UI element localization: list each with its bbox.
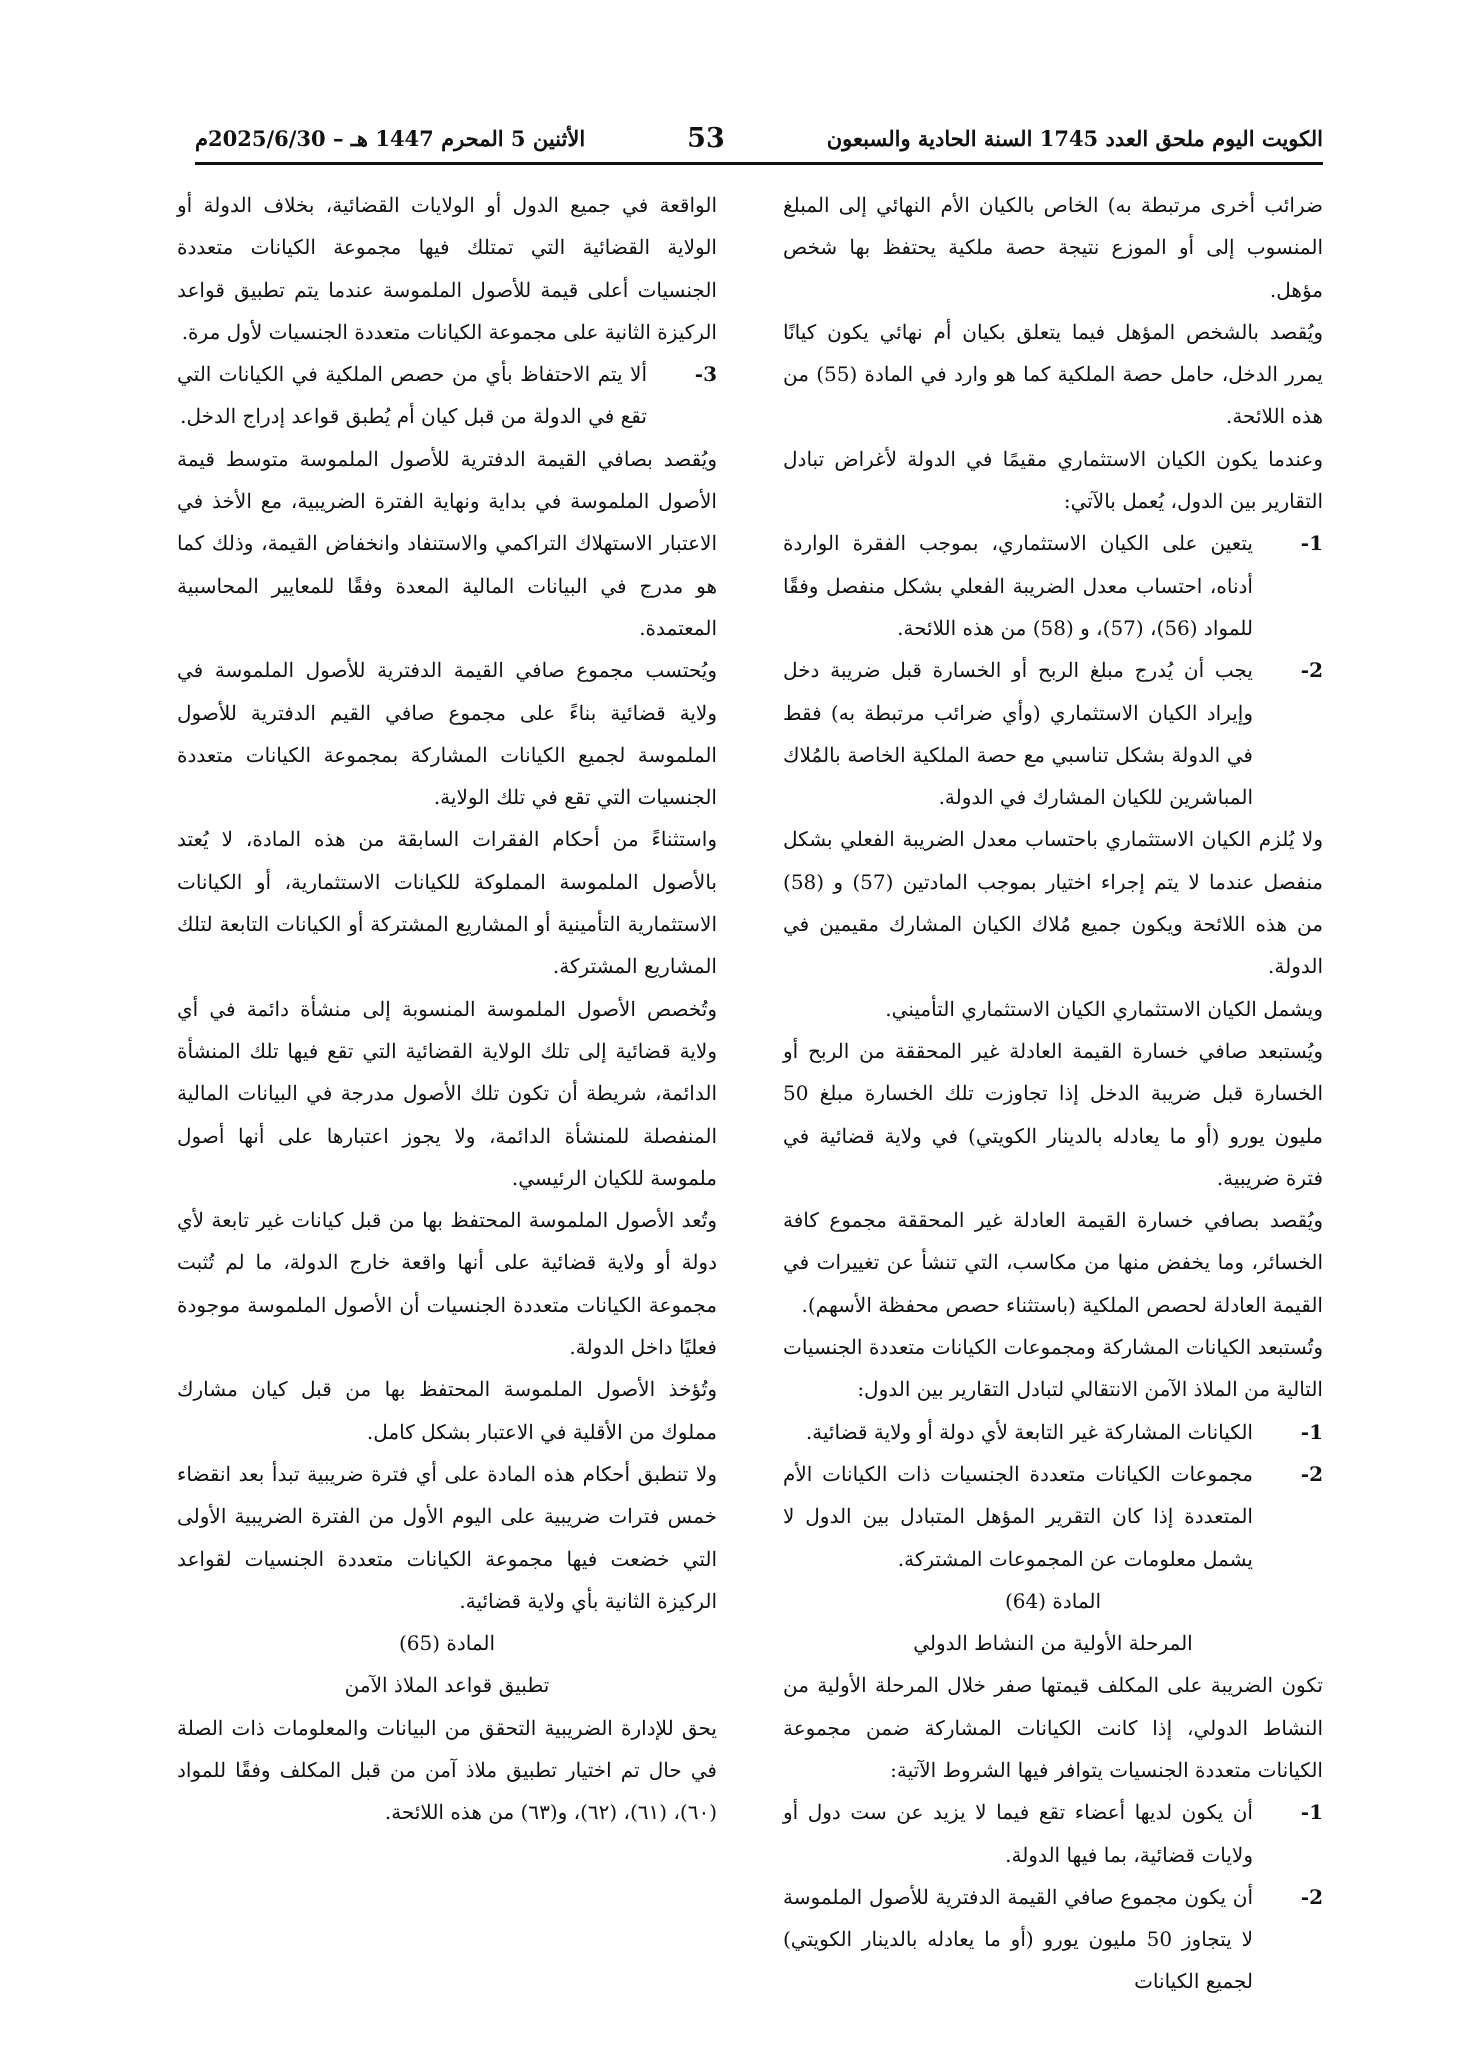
paragraph: وتُعد الأصول الملموسة المحتفظ بها من قبل كيانات غير تابعة لأي دولة أو ولاية قضائية على أنها واقعة خارج الدولة، ما لم تُثبت مجموعة الكيانات متعددة الجنسيات أن الأصول الملموسة موجودة فعليًا داخل الدولة. (177, 1208, 717, 1360)
publication-title: الكويت اليوم ملحق العدد 1745 السنة الحادية والسبعون (826, 125, 1323, 151)
paragraph: تكون الضريبة على المكلف قيمتها صفر خلال المرحلة الأولية من النشاط الدولي، إذا كانت الكيانات المشاركة ضمن مجموعة الكيانات متعددة الجنسيات يتوافر فيها الشروط الآتية: (783, 1673, 1323, 1782)
list-item (783, 1453, 1323, 1580)
left-column (177, 184, 717, 1834)
item-text: مجموعات الكيانات متعددة الجنسيات ذات الكيانات الأم المتعددة إذا كان التقرير المؤهل المتبادل بين الدول لا يشمل معلومات عن المجموعات المشتركة. (783, 1461, 1253, 1571)
item-number: 2- (1300, 658, 1323, 683)
list-item (783, 1411, 1323, 1453)
article-title: المرحلة الأولية من النشاط الدولي (913, 1631, 1193, 1656)
right-column (783, 184, 1323, 2003)
item-number: 2- (1300, 1461, 1323, 1486)
item-text: يتعين على الكيان الاستثماري، بموجب الفقرة الواردة أدناه، احتساب معدل الضريبة الفعلي بشكل منفصل وفقًا للمواد (56)، (57)، و (58) من هذه اللائحة. (783, 531, 1253, 640)
paragraph: واستثناءً من أحكام الفقرات السابقة من هذه المادة، لا يُعتد بالأصول الملموسة المملوكة للكيانات الاستثمارية، أو الكيانات الاستثمارية التأمينية أو المشاريع المشتركة أو الكيانات التابعة لتلك المشاريع المشتركة. (177, 827, 717, 979)
item-number: 3- (694, 362, 717, 387)
item-number: 2- (1300, 1884, 1323, 1909)
page-header (195, 118, 1323, 158)
article-heading: المادة (64) (1004, 1588, 1102, 1613)
paragraph: وتُخصص الأصول الملموسة المنسوبة إلى منشأة دائمة في أي ولاية قضائية إلى تلك الولاية القضائية التي تقع فيها تلك المنشأة الدائمة، شريطة أن تكون تلك الأصول مدرجة في البيانات المالية المنفصلة للمنشأة الدائمة، ولا يجوز اعتبارها على أنها أصول ملموسة للكيان الرئيسي. (177, 996, 717, 1190)
page-number: 53 (687, 122, 725, 154)
article-title: تطبيق قواعد الملاذ الآمن (344, 1673, 550, 1698)
item-text: ألا يتم الاحتفاظ بأي من حصص الملكية في الكيانات التي تقع في الدولة من قبل كيان أم يُطبق قواعد إدراج الدخل. (177, 362, 647, 429)
article-heading: المادة (65) (398, 1631, 496, 1656)
paragraph: ويشمل الكيان الاستثماري الكيان الاستثماري التأميني. (885, 996, 1323, 1021)
paragraph: وتُستبعد الكيانات المشاركة ومجموعات الكيانات متعددة الجنسيات التالية من الملاذ الآمن الانتقالي لتبادل التقارير بين الدول: (783, 1335, 1323, 1402)
list-item (783, 1876, 1323, 2003)
item-number: 1- (1300, 1800, 1323, 1825)
item-text: أن يكون مجموع صافي القيمة الدفترية للأصول الملموسة لا يتجاوز 50 مليون يورو (أو ما يعادله بالدينار الكويتي) لجميع الكيانات (783, 1884, 1254, 1994)
paragraph: وعندما يكون الكيان الاستثماري مقيمًا في الدولة لأغراض تبادل التقارير بين الدول، يُعمل بالآتي: (783, 446, 1323, 514)
paragraph: ضرائب أخرى مرتبطة به) الخاص بالكيان الأم النهائي إلى المبلغ المنسوب إلى أو الموزع نتيجة حصة ملكية يحتفظ بها شخص مؤهل. (783, 193, 1323, 302)
item-text: أن يكون لديها أعضاء تقع فيما لا يزيد عن ست دول أو ولايات قضائية، بما فيها الدولة. (783, 1800, 1253, 1867)
item-number: 1- (1300, 531, 1323, 556)
list-item (783, 1791, 1323, 1876)
paragraph: الواقعة في جميع الدول أو الولايات القضائية، بخلاف الدولة أو الولاية القضائية التي تمتلك فيها مجموعة الكيانات متعددة الجنسيات أعلى قيمة للأصول الملموسة عندما يتم تطبيق قواعد الركيزة الثانية على مجموعة الكيانات متعددة الجنسيات لأول مرة. (177, 193, 717, 344)
paragraph: وتُؤخذ الأصول الملموسة المحتفظ بها من قبل كيان مشارك مملوك من الأقلية في الاعتبار بشكل كامل. (177, 1377, 717, 1444)
paragraph: ويُحتسب مجموع صافي القيمة الدفترية للأصول الملموسة في ولاية قضائية بناءً على مجموع صافي القيم الدفترية للأصول الملموسة لجميع الكيانات المشاركة بمجموعة الكيانات متعددة الجنسيات التي تقع في تلك الولاية. (177, 658, 717, 810)
header-rule (195, 162, 1323, 165)
issue-date: الأثنين 5 المحرم 1447 هـ – 2025/6/30م (195, 125, 586, 151)
paragraph: ويُستبعد صافي خسارة القيمة العادلة غير المحققة من الربح أو الخسارة قبل ضريبة الدخل إذا تجاوزت تلك الخسارة مبلغ 50 مليون يورو (أو ما يعادله بالدينار الكويتي) في ولاية قضائية في فترة ضريبية. (783, 1038, 1323, 1190)
item-text: الكيانات المشاركة غير التابعة لأي دولة أو ولاية قضائية. (805, 1419, 1253, 1444)
list-item (177, 353, 717, 438)
list-item (783, 649, 1323, 818)
paragraph: ولا يُلزم الكيان الاستثماري باحتساب معدل الضريبة الفعلي بشكل منفصل عندما لا يتم إجراء اختيار بموجب المادتين (57) و (58) من هذه اللائحة ويكون جميع مُلاك الكيان المشارك مقيمين في الدولة. (783, 827, 1323, 979)
paragraph: ويُقصد بصافي القيمة الدفترية للأصول الملموسة متوسط قيمة الأصول الملموسة في بداية ونهاية الفترة الضريبية، مع الأخذ في الاعتبار الاستهلاك التراكمي والاستنفاد وانخفاض القيمة، وذلك كما هو مدرج في البيانات المالية المعدة وفقًا للمعايير المحاسبية المعتمدة. (177, 446, 717, 640)
item-number: 1- (1300, 1419, 1323, 1444)
paragraph: ويُقصد بصافي خسارة القيمة العادلة غير المحققة مجموع كافة الخسائر، وما يخفض منها من مكاسب، التي تنشأ عن تغييرات في القيمة العادلة لحصص الملكية (باستثناء حصص محفظة الأسهم). (783, 1208, 1323, 1317)
paragraph: يحق للإدارة الضريبية التحقق من البيانات والمعلومات ذات الصلة في حال تم اختيار تطبيق ملاذ آمن من قبل المكلف وفقًا للمواد (٦٠)، (٦١)، (٦٢)، و(٦٣) من هذه اللائحة. (177, 1715, 717, 1825)
paragraph: ويُقصد بالشخص المؤهل فيما يتعلق بكيان أم نهائي يكون كيانًا يمرر الدخل، حامل حصة الملكية كما هو وارد في المادة (55) من هذه اللائحة. (783, 319, 1323, 429)
paragraph: ولا تنطبق أحكام هذه المادة على أي فترة ضريبية تبدأ بعد انقضاء خمس فترات ضريبية على اليوم الأول من الفترة الضريبية الأولى التي خضعت فيها مجموعة الكيانات متعددة الجنسيات لقواعد الركيزة الثانية بأي ولاية قضائية. (177, 1461, 717, 1613)
item-text: يجب أن يُدرج مبلغ الربح أو الخسارة قبل ضريبة دخل وإيراد الكيان الاستثماري (وأي ضرائب مرتبطة به) فقط في الدولة بشكل تناسبي مع حصة الملكية الخاصة بالمُلاك المباشرين للكيان المشارك في الدولة. (783, 658, 1253, 810)
list-item (783, 522, 1323, 649)
